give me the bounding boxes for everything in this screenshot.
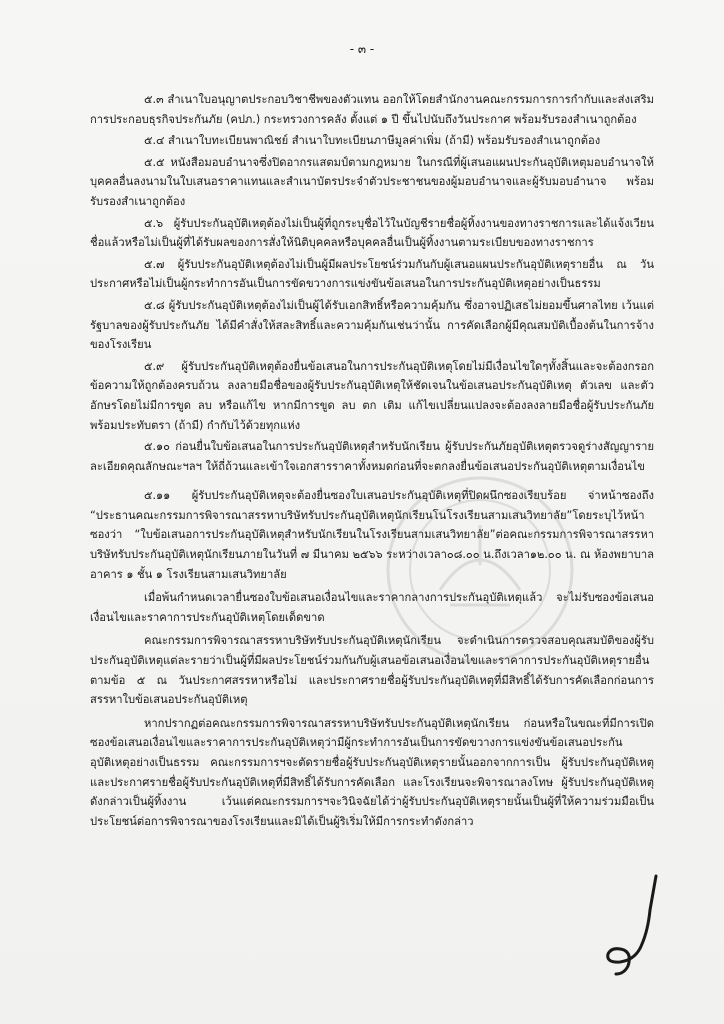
paragraph-5-9: ๕.๙ ผู้รับประกันอุบัติเหตุต้องยื่นข้อเสนอในการประกันอุบัติเหตุโดยไม่มีเงื่อนไขใดๆทั้งสิ้นและจะต้องกรอกข้อความให้ถูกต้องครบถ้วน ลงลายมือชื่อของผู้รับประกันอุบัติเหตุให้ชัดเจนในข้อเสนอประกันอุบัติเหตุ ตัวเลข และตัวอักษรโดยไม่มีการขูด ลบ หรือแก้ไข หากมีการขูด ลบ ตก เติม แก้ไขเปลี่ยนแปลงจะต้องลงลายมือชื่อผู้รับประกันภัยพร้อมประทับตรา (ถ้ามี) กำกับไว้ด้วยทุกแห่ง [90,359,654,432]
paragraph-5-11: ๕.๑๑ ผู้รับประกันอุบัติเหตุจะต้องยื่นซองใบเสนอประกันอุบัติเหตุที่ปิดผนึกซองเรียบร้อย จ่าหน้าซองถึง “ประธานคณะกรรมการพิจารณาสรรหาบริษัทรับประกันอุบัติเหตุนักเรียนโนโรงเรียนสามเสนวิทยาลัย”โดยระบุไว้หน้าซองว่า “ใบข้อเสนอการประกันอุบัติเหตุสำหรับนักเรียนในโรงเรียนสามเสนวิทยาลัย”ต่อคณะกรรมการพิจารณาสรรหาบริษัทรับประกันอุบัติเหตุนักเรียนภายในวันที่ ๗ มีนาคม ๒๕๖๖ ระหว่างเวลา๐๘.๐๐ น.ถึงเวลา๑๒.๐๐ น. ณ ห้องพยาบาล อาคาร ๑ ชั้น ๑ โรงเรียนสามเสนวิทยาลัย [90,489,654,581]
signature-icon [598,870,668,980]
page-number: - ๓ - [349,42,375,56]
paragraph-disqualification: หากปรากฏต่อคณะกรรมการพิจารณาสรรหาบริษัทรับประกันอุบัติเหตุนักเรียน ก่อนหรือในขณะที่มีการเปิดซองข้อเสนอเงื่อนไขและราคาการประกันอุบัติเหตุว่ามีผู้กระทำการอันเป็นการขัดขวางการแข่งขันข้อเสนอประกันอุบัติเหตุอย่างเป็นธรรม คณะกรรมการฯจะตัดรายชื่อผู้รับประกันอุบัติเหตุรายนั้นออกจากการเป็น ผู้รับประกันอุบัติเหตุและประกาศรายชื่อผู้รับประกันอุบัติเหตุที่มีสิทธิ์ได้รับการคัดเลือก และโรงเรียนจะพิจารณาลงโทษ ผู้รับประกันอุบัติเหตุดังกล่าวเป็นผู้ทิ้งงาน เว้นแต่คณะกรรมการฯจะวินิจฉัยได้ว่าผู้รับประกันอุบัติเหตุรายนั้นเป็นผู้ที่ให้ความร่วมมือเป็นประโยชน์ต่อการพิจารณาของโรงเรียนและมิได้เป็นผู้ริเริ่มให้มีการกระทำดังกล่าว [90,716,654,828]
paragraph-5-4: ๕.๔ สำเนาใบทะเบียนพาณิชย์ สำเนาใบทะเบียนภาษีมูลค่าเพิ่ม (ถ้ามี) พร้อมรับรองสำเนาถูกต้อง [144,134,601,148]
paragraph-5-8: ๕.๘ ผู้รับประกันอุบัติเหตุต้องไม่เป็นผู้ได้รับเอกสิทธิ์หรือความคุ้มกัน ซึ่งอาจปฏิเสธไม่ยอมขึ้นศาลไทย เว้นแต่รัฐบาลของผู้รับประกันภัย ได้มีคำสั่งให้สละสิทธิ์และความคุ้มกันเช่นว่านั้น การคัดเลือกผู้มีคุณสมบัติเบื้องต้นในการจ้างของโรงเรียน [90,298,654,352]
paragraph-5-5: ๕.๕ หนังสือมอบอำนาจซึ่งปิดอากรแสตมป์ตามกฎหมาย ในกรณีที่ผู้เสนอแผนประกันอุบัติเหตุมอบอำนาจให้บุคคลอื่นลงนามในใบเสนอราคาแทนและสำเนาบัตรประจำตัวประชาชนของผู้มอบอำนาจและผู้รับมอบอำนาจ พร้อมรับรองสำเนาถูกต้อง [90,155,654,208]
paragraph-5-6: ๕.๖ ผู้รับประกันอุบัติเหตุต้องไม่เป็นผู้ที่ถูกระบุชื่อไว้ในบัญชีรายชื่อผู้ทิ้งงานของทางราชการและได้แจ้งเวียนชื่อแล้วหรือไม่เป็นผู้ที่ได้รับผลของการสั่งให้นิติบุคคลหรือบุคคลอื่นเป็นผู้ทิ้งงานตามระเบียบของทางราชการ [90,216,654,250]
paragraph-committee: คณะกรรมการพิจารณาสรรหาบริษัทรับประกันอุบัติเหตุนักเรียน จะดำเนินการตรวจสอบคุณสมบัติของผู้รับประกันอุบัติเหตุแต่ละรายว่าเป็นผู้ที่มีผลประโยชน์ร่วมกันกับผู้เสนอข้อเสนอเงื่อนไขและราคาการประกันอุบัติเหตุรายอื่น ตามข้อ ๕ ณ วันประกาศสรรหาหรือไม่ และประกาศรายชื่อผู้รับประกันอุบัติเหตุที่มีสิทธิ์ได้รับการคัดเลือกก่อนการสรรหาใบข้อเสนอประกันอุบัติเหตุ [90,634,654,707]
seal-watermark-icon [380,470,580,670]
paragraph-5-7: ๕.๗ ผู้รับประกันอุบัติเหตุต้องไม่เป็นผู้มีผลประโยชน์ร่วมกันกับผู้เสนอแผนประกันอุบัติเหตุรายอื่น ณ วันประกาศหรือไม่เป็นผู้กระทำการอันเป็นการขัดขวางการแข่งขันข้อเสนอในการประกันอุบัติเหตุอย่างเป็นธรรม [90,257,654,291]
paragraph-5-3: ๕.๓ สำเนาใบอนุญาตประกอบวิชาชีพของตัวแทน ออกให้โดยสำนักงานคณะกรรมการการกำกับและส่งเสริมการประกอบธุรกิจประกันภัย (คปภ.) กระทรวงการคลัง ตั้งแต่ ๑ ปี ขึ้นไปนับถึงวันประกาศ พร้อมรับรองสำเนาถูกต้อง [90,93,654,126]
paragraph-deadline: เมื่อพ้นกำหนดเวลายื่นซองใบข้อเสนอเงื่อนไขและราคากลางการประกันอุบัติเหตุแล้ว จะไม่รับซองข้อเสนอเงื่อนไขและราคาการประกันอุบัติเหตุโดยเด็ดขาด [90,591,654,624]
paragraph-5-10: ๕.๑๐ ก่อนยื่นใบข้อเสนอในการประกันอุบัติเหตุสำหรับนักเรียน ผู้รับประกันภัยอุบัติเหตุตรวจดูร่างสัญญารายละเอียดคุณลักษณะฯลฯ ให้ถี่ถ้วนและเข้าใจเอกสารราคาทั้งหมดก่อนที่จะตกลงยื่นข้อเสนอประกันอุบัติเหตุตามเงื่อนไข [90,440,654,473]
